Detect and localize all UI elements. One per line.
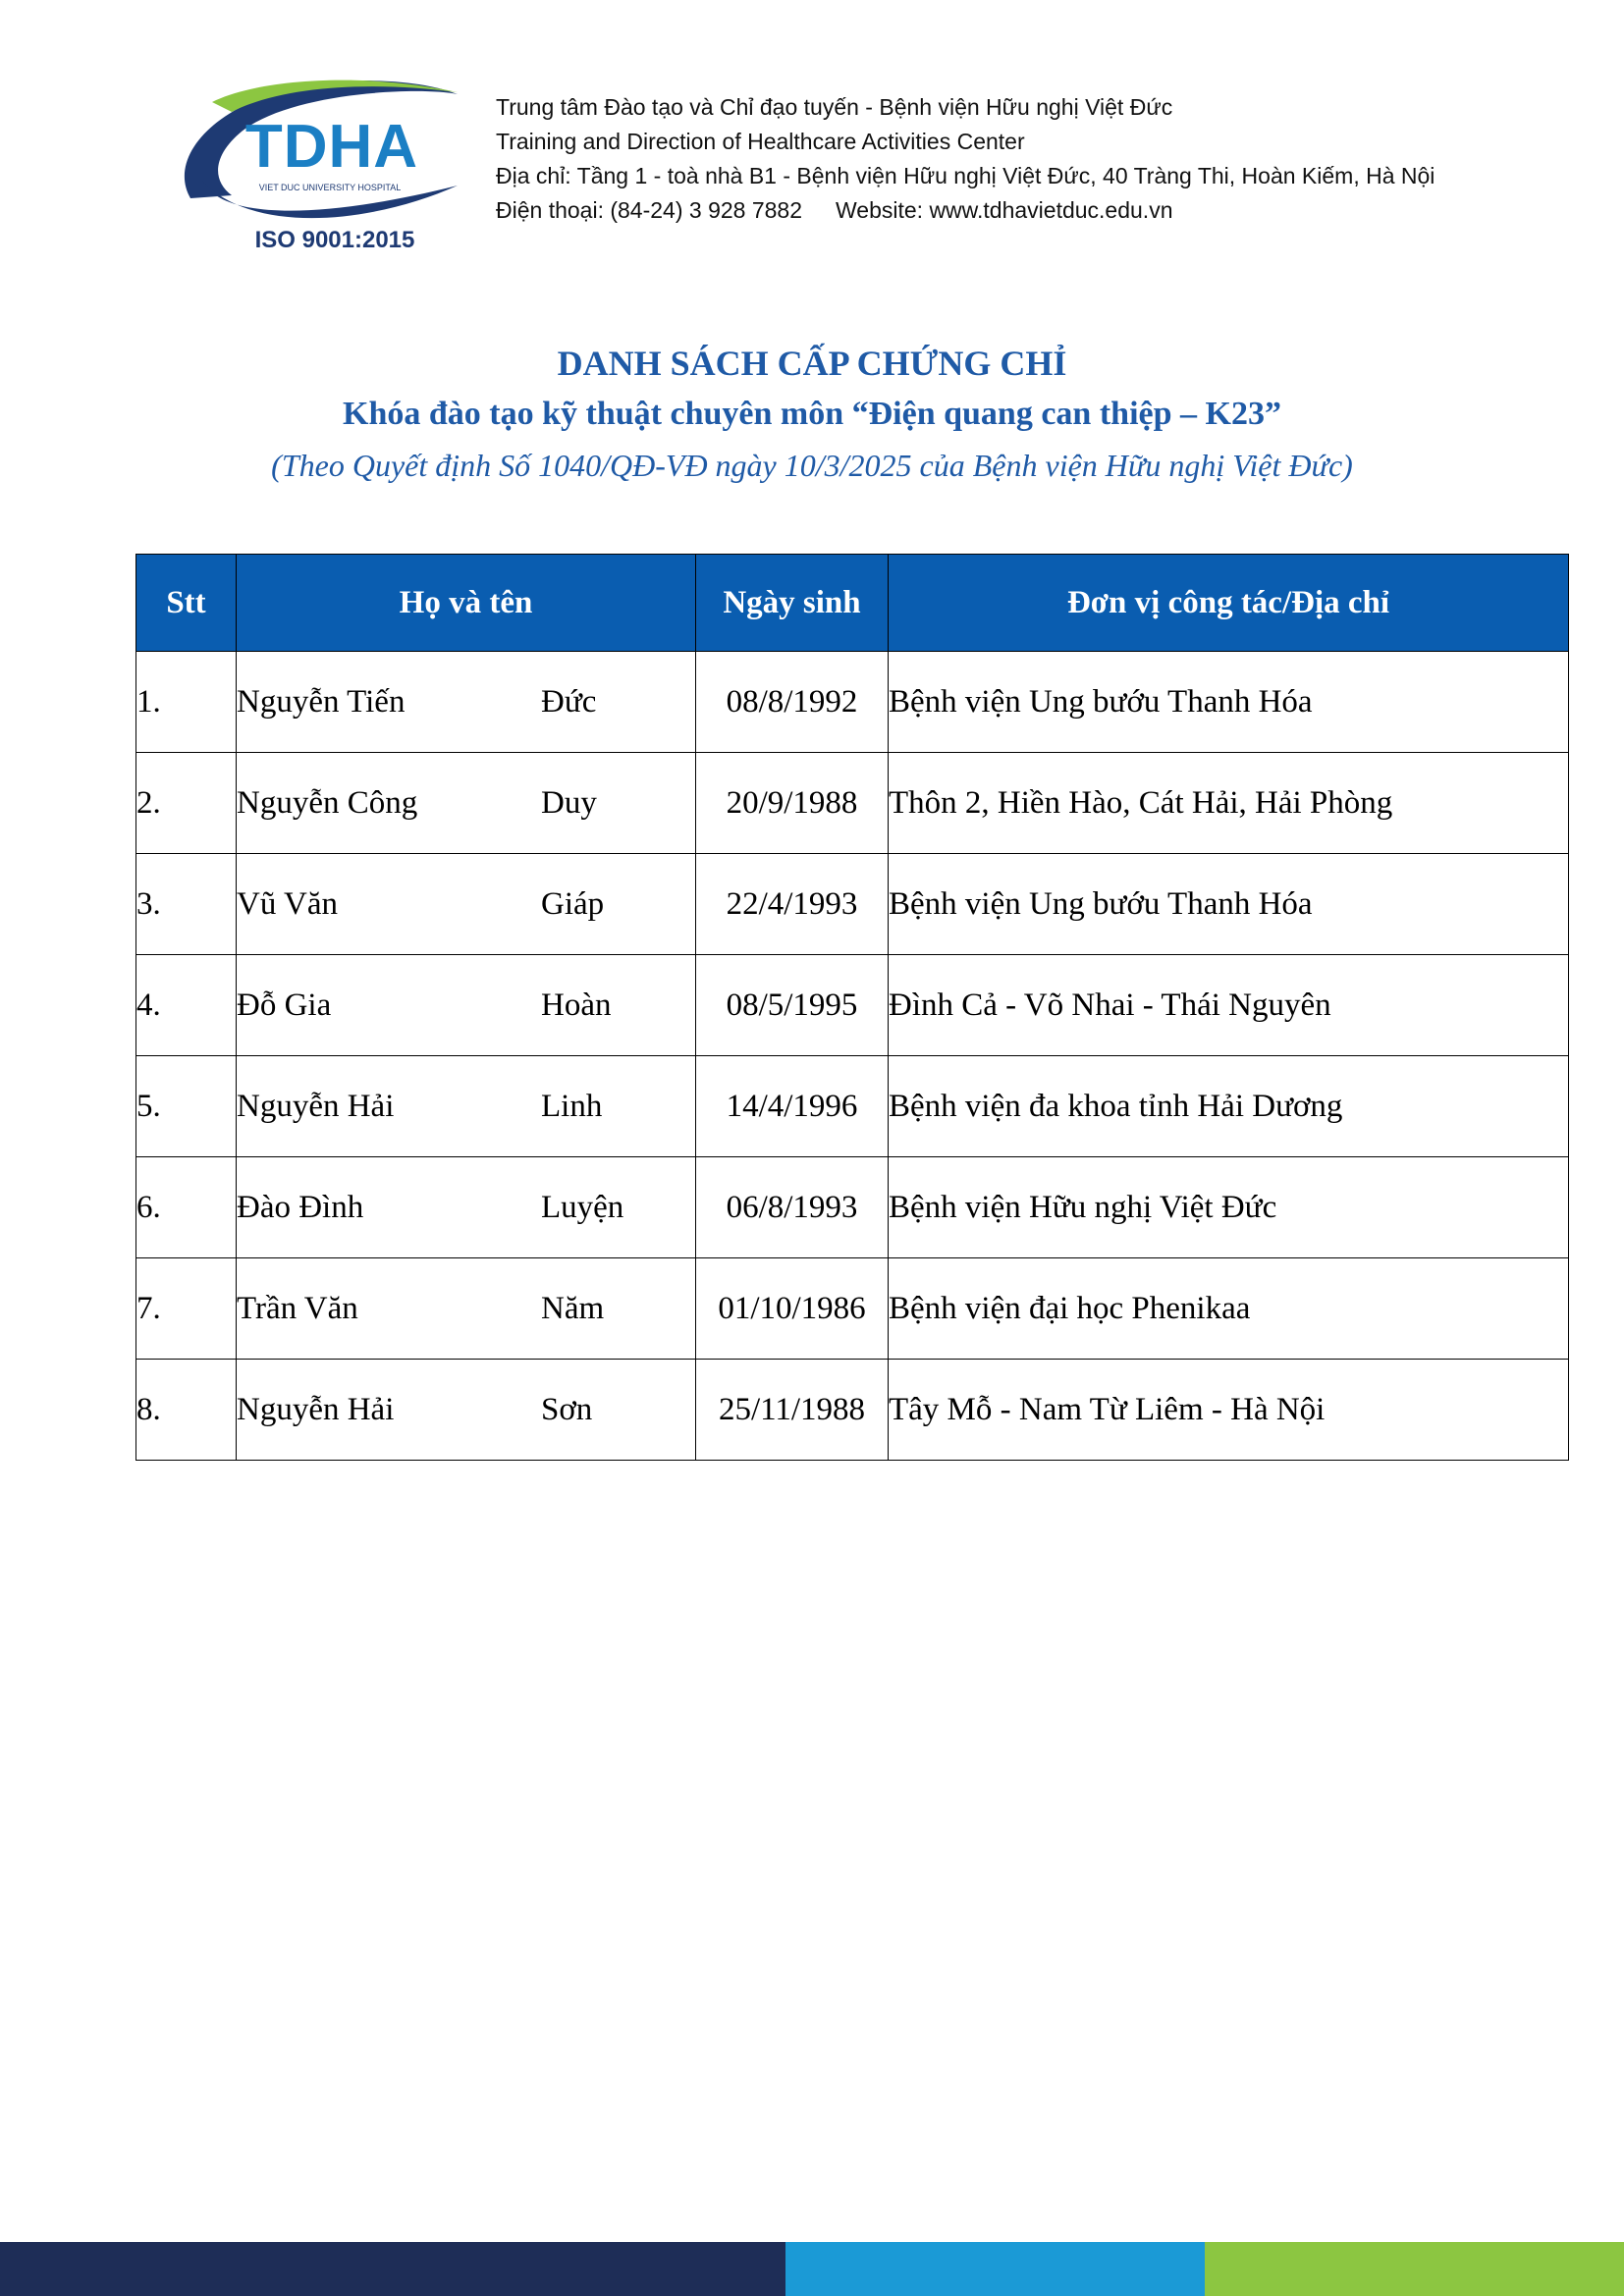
row-unit: Bệnh viện đại học Phenikaa	[889, 1258, 1569, 1360]
row-given-name: Linh	[541, 1088, 603, 1124]
logo-text: TDHA	[244, 113, 419, 181]
row-unit: Bệnh viện Ung bướu Thanh Hóa	[889, 652, 1569, 753]
row-name	[237, 1056, 696, 1157]
header-stt: Stt	[136, 555, 237, 652]
row-stt: 7.	[136, 1258, 237, 1360]
center-name-en: Training and Direction of Healthcare Activities Center	[496, 129, 1025, 154]
table-row	[136, 1056, 1569, 1157]
table-header-row	[136, 555, 1569, 652]
row-dob: 08/5/1995	[696, 955, 889, 1056]
row-surname: Đỗ Gia	[237, 987, 332, 1023]
row-given-name: Giáp	[541, 885, 605, 922]
row-given-name: Luyện	[541, 1189, 624, 1225]
address: Địa chỉ: Tầng 1 - toà nhà B1 - Bệnh viện Hữu nghị Việt Đức, 40 Tràng Thi, Hoàn Kiếm, Hà Nội	[496, 163, 1435, 188]
row-name	[237, 1157, 696, 1258]
row-unit: Bệnh viện Ung bướu Thanh Hóa	[889, 854, 1569, 955]
row-surname: Trần Văn	[237, 1290, 358, 1326]
row-stt: 8.	[136, 1360, 237, 1461]
row-dob: 22/4/1993	[696, 854, 889, 955]
row-unit: Đình Cả - Võ Nhai - Thái Nguyên	[889, 955, 1569, 1056]
course-title: Khóa đào tạo kỹ thuật chuyên môn “Điện quang can thiệp – K23”	[343, 396, 1281, 432]
row-name	[237, 753, 696, 854]
contact-line	[496, 193, 1435, 228]
header-name: Họ và tên	[237, 555, 696, 652]
table-row	[136, 753, 1569, 854]
row-given-name: Sơn	[541, 1391, 593, 1427]
table-row	[136, 854, 1569, 955]
row-stt: 6.	[136, 1157, 237, 1258]
org-info	[496, 90, 1435, 228]
row-given-name: Hoàn	[541, 987, 612, 1023]
row-dob: 14/4/1996	[696, 1056, 889, 1157]
footer-bars	[0, 2242, 1624, 2296]
logo-subtext: VIET DUC UNIVERSITY HOSPITAL	[258, 183, 402, 192]
row-name	[237, 1360, 696, 1461]
page-title: DANH SÁCH CẤP CHỨNG CHỈ	[557, 344, 1067, 383]
tdha-logo	[173, 73, 473, 259]
row-dob: 01/10/1986	[696, 1258, 889, 1360]
table-row	[136, 955, 1569, 1056]
row-unit: Thôn 2, Hiền Hào, Cát Hải, Hải Phòng	[889, 753, 1569, 854]
row-stt: 4.	[136, 955, 237, 1056]
row-surname: Đào Đình	[237, 1189, 364, 1225]
phone: Điện thoại: (84-24) 3 928 7882	[496, 197, 802, 223]
row-dob: 08/8/1992	[696, 652, 889, 753]
row-name	[237, 1258, 696, 1360]
footer-bar-blue	[785, 2242, 1205, 2296]
row-surname: Vũ Văn	[237, 885, 338, 922]
row-name	[237, 955, 696, 1056]
row-surname: Nguyễn Tiến	[237, 683, 406, 720]
footer-bar-navy	[0, 2242, 785, 2296]
table-row	[136, 652, 1569, 753]
row-unit: Tây Mỗ - Nam Từ Liêm - Hà Nội	[889, 1360, 1569, 1461]
row-dob: 25/11/1988	[696, 1360, 889, 1461]
row-stt: 2.	[136, 753, 237, 854]
document-titles	[0, 338, 1624, 491]
row-given-name: Duy	[541, 784, 597, 821]
row-stt: 5.	[136, 1056, 237, 1157]
row-stt: 3.	[136, 854, 237, 955]
row-surname: Nguyễn Công	[237, 784, 418, 821]
row-stt: 1.	[136, 652, 237, 753]
table-row	[136, 1360, 1569, 1461]
row-unit: Bệnh viện Hữu nghị Việt Đức	[889, 1157, 1569, 1258]
row-surname: Nguyễn Hải	[237, 1088, 395, 1124]
row-unit: Bệnh viện đa khoa tỉnh Hải Dương	[889, 1056, 1569, 1157]
center-name-vi: Trung tâm Đào tạo và Chỉ đạo tuyến - Bệnh viện Hữu nghị Việt Đức	[496, 94, 1173, 120]
row-dob: 06/8/1993	[696, 1157, 889, 1258]
row-name	[237, 652, 696, 753]
header-unit: Đơn vị công tác/Địa chỉ	[889, 555, 1569, 652]
row-dob: 20/9/1988	[696, 753, 889, 854]
decision-subtitle: (Theo Quyết định Số 1040/QĐ-VĐ ngày 10/3/2025 của Bệnh viện Hữu nghị Việt Đức)	[271, 448, 1353, 483]
header-dob: Ngày sinh	[696, 555, 889, 652]
website: Website: www.tdhavietduc.edu.vn	[836, 197, 1173, 223]
table-row	[136, 1157, 1569, 1258]
certificate-table	[135, 554, 1569, 1461]
footer-bar-green	[1205, 2242, 1624, 2296]
logo-graphic	[173, 73, 473, 259]
row-surname: Nguyễn Hải	[237, 1391, 395, 1427]
table-row	[136, 1258, 1569, 1360]
iso-label: ISO 9001:2015	[254, 227, 415, 253]
row-name	[237, 854, 696, 955]
row-given-name: Đức	[541, 683, 597, 720]
row-given-name: Năm	[541, 1290, 605, 1326]
